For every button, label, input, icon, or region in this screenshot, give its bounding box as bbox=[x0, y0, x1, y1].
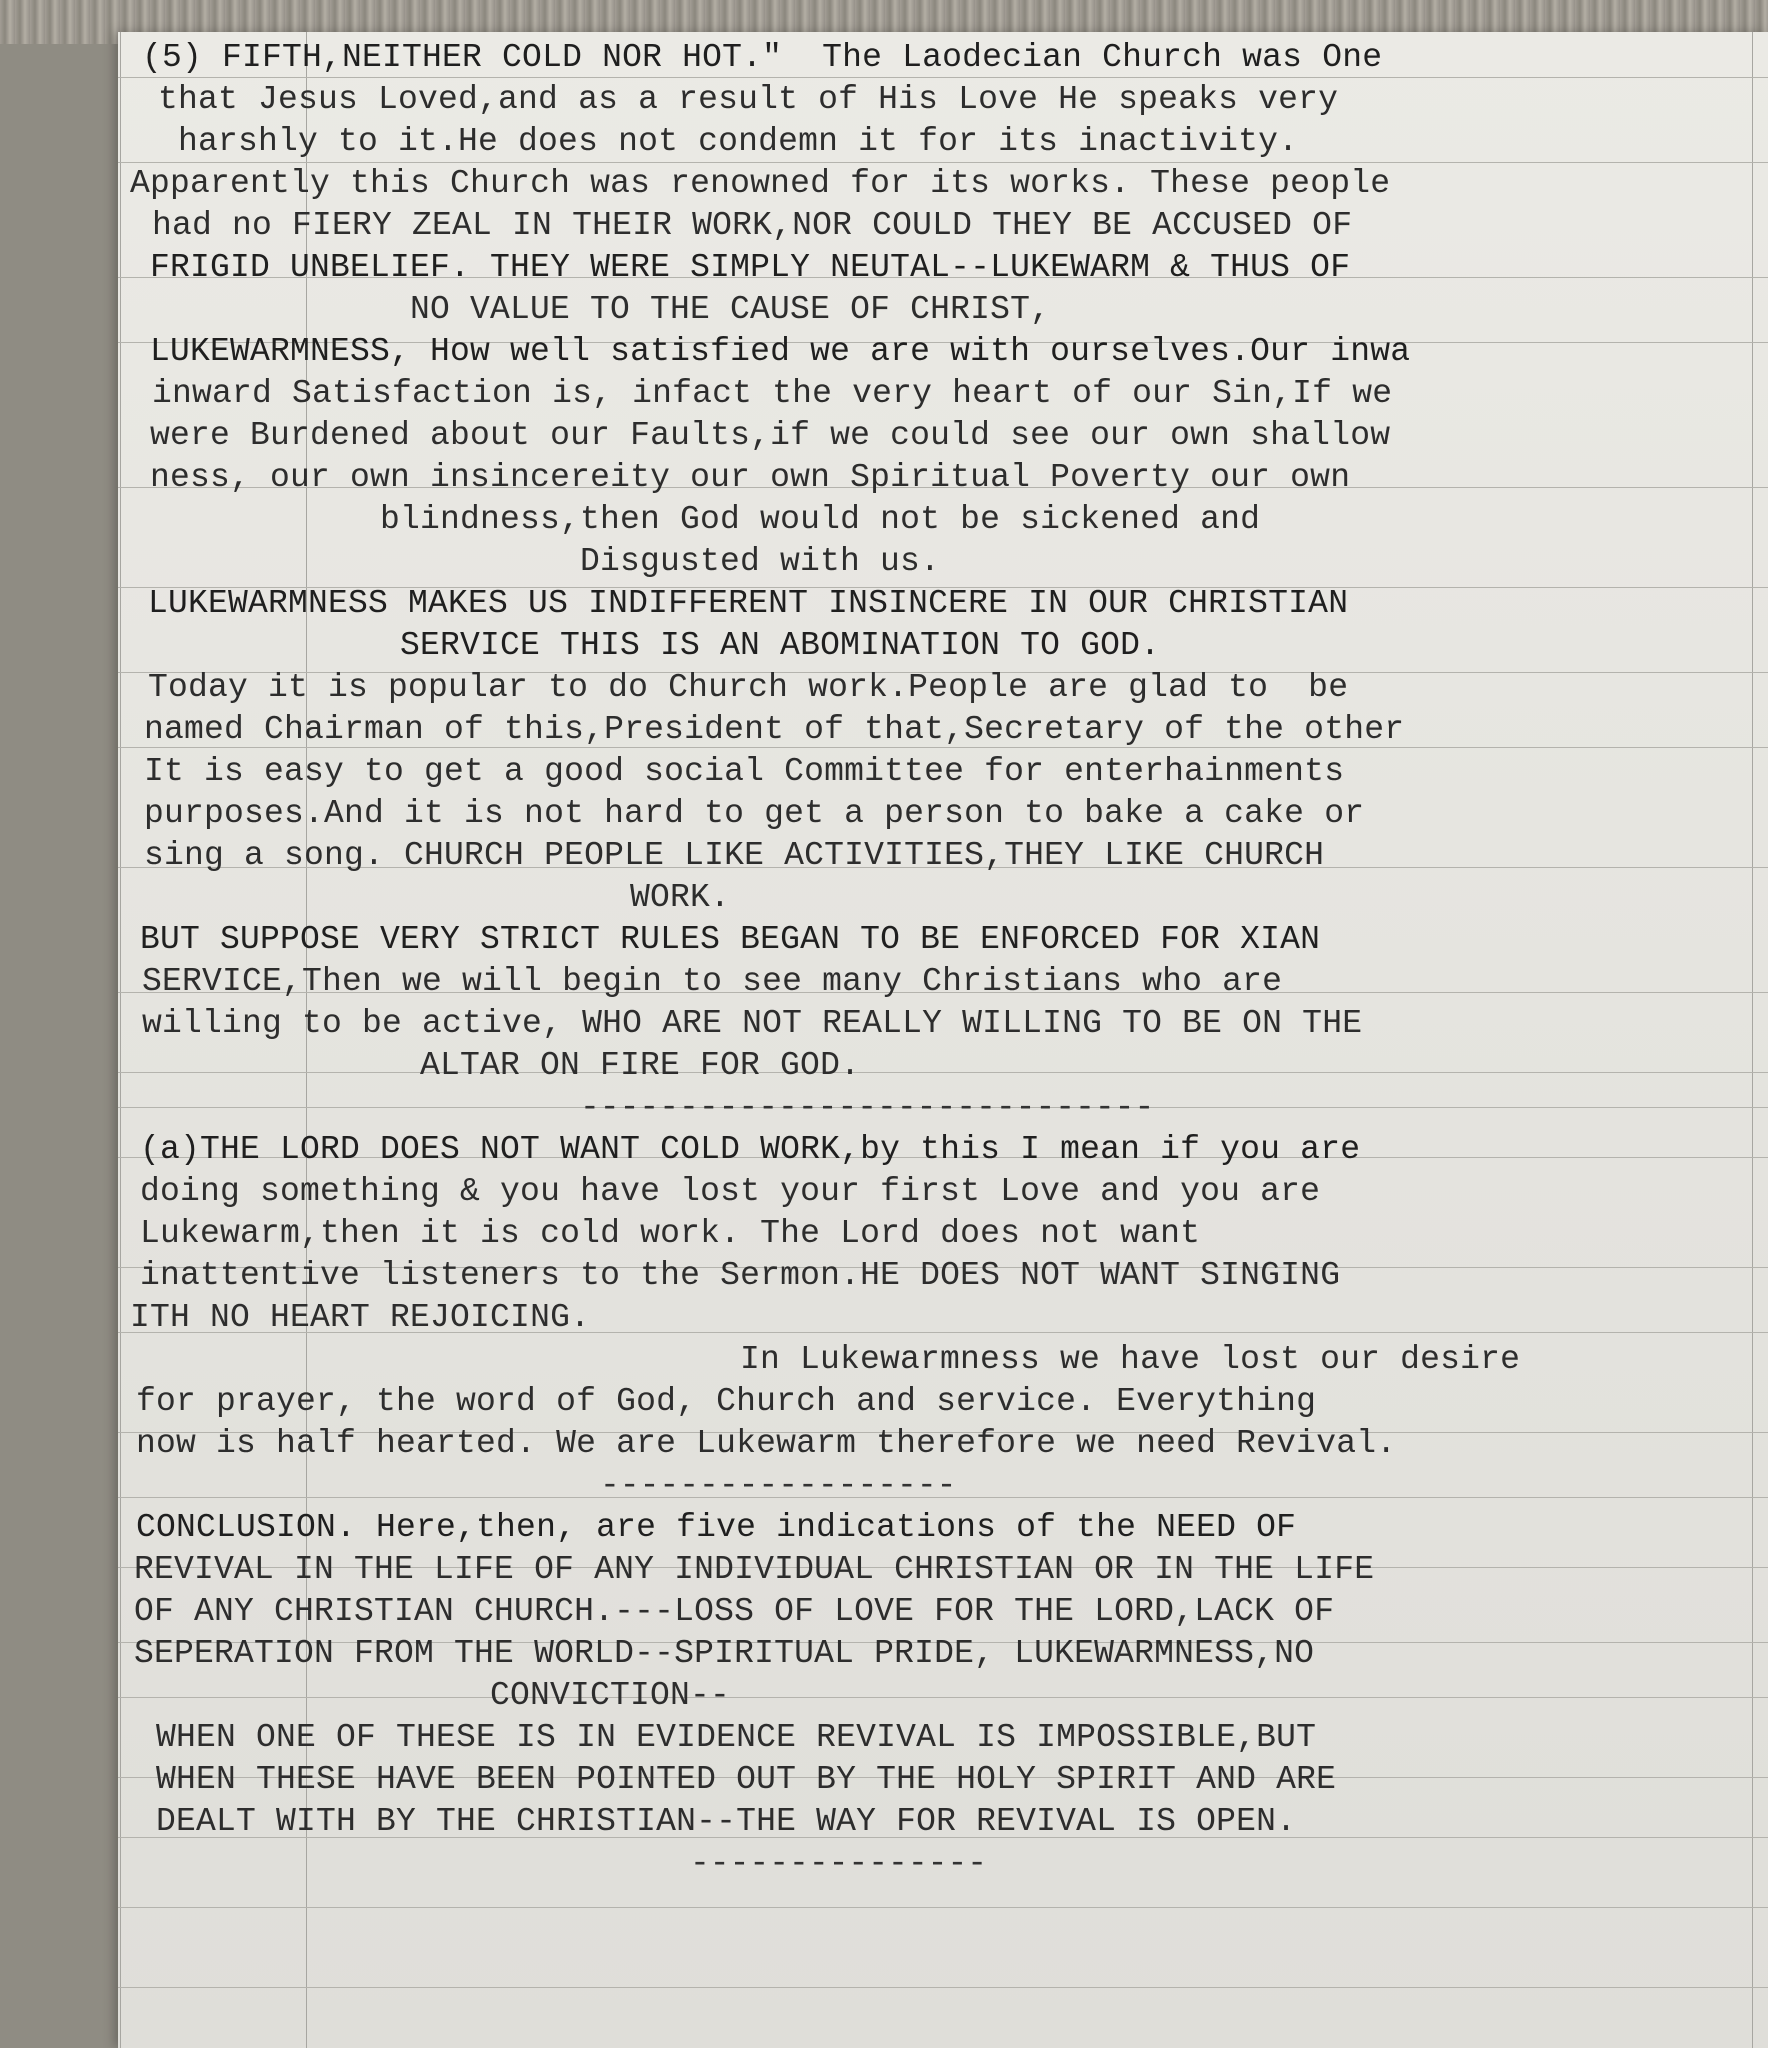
text-line: willing to be active, WHO ARE NOT REALLY WILLING TO BE ON THE bbox=[142, 1005, 1363, 1042]
text-line: now is half hearted. We are Lukewarm therefore we need Revival. bbox=[136, 1425, 1397, 1462]
text-line: WHEN ONE OF THESE IS IN EVIDENCE REVIVAL IS IMPOSSIBLE,BUT bbox=[156, 1719, 1317, 1756]
text-line-conclusion: CONCLUSION. Here,then, are five indications of the NEED OF bbox=[136, 1509, 1297, 1546]
section-divider: --------------- bbox=[690, 1845, 988, 1882]
text-line: purposes.And it is not hard to get a person to bake a cake or bbox=[144, 795, 1365, 832]
text-line: FRIGID UNBELIEF. THEY WERE SIMPLY NEUTAL--LUKEWARM & THUS OF bbox=[150, 249, 1351, 286]
text-line: ALTAR ON FIRE FOR GOD. bbox=[420, 1047, 861, 1084]
text-line: Disgusted with us. bbox=[580, 543, 941, 580]
text-line: It is easy to get a good social Committee for enterhainments bbox=[144, 753, 1345, 790]
text-line: were Burdened about our Faults,if we could see our own shallow bbox=[150, 417, 1391, 454]
text-line: OF ANY CHRISTIAN CHURCH.---LOSS OF LOVE FOR THE LORD,LACK OF bbox=[134, 1593, 1335, 1630]
text-line: LUKEWARMNESS, How well satisfied we are with ourselves.Our inwa bbox=[150, 333, 1411, 370]
text-line: WHEN THESE HAVE BEEN POINTED OUT BY THE HOLY SPIRIT AND ARE bbox=[156, 1761, 1337, 1798]
text-line: BUT SUPPOSE VERY STRICT RULES BEGAN TO BE ENFORCED FOR XIAN bbox=[140, 921, 1321, 958]
text-line: doing something & you have lost your first Love and you are bbox=[140, 1173, 1321, 1210]
text-line: for prayer, the word of God, Church and service. Everything bbox=[136, 1383, 1317, 1420]
text-line: sing a song. CHURCH PEOPLE LIKE ACTIVITIES,THEY LIKE CHURCH bbox=[144, 837, 1325, 874]
text-line-subheading: (a)THE LORD DOES NOT WANT COLD WORK,by this I mean if you are bbox=[140, 1131, 1361, 1168]
text-line: Apparently this Church was renowned for its works. These people bbox=[130, 165, 1391, 202]
text-line: had no FIERY ZEAL IN THEIR WORK,NOR COULD THEY BE ACCUSED OF bbox=[152, 207, 1353, 244]
section-divider: ------------------ bbox=[600, 1467, 957, 1504]
text-line: inward Satisfaction is, infact the very heart of our Sin,If we bbox=[152, 375, 1393, 412]
text-line: CONVICTION-- bbox=[490, 1677, 731, 1714]
text-line: Lukewarm,then it is cold work. The Lord does not want bbox=[140, 1215, 1201, 1252]
text-line: In Lukewarmness we have lost our desire bbox=[740, 1341, 1521, 1378]
text-line: Today it is popular to do Church work.People are glad to be bbox=[148, 669, 1349, 706]
text-line: inattentive listeners to the Sermon.HE DOES NOT WANT SINGING bbox=[140, 1257, 1341, 1294]
page-text bbox=[130, 32, 1760, 2032]
text-line: ness, our own insincereity our own Spiritual Poverty our own bbox=[150, 459, 1351, 496]
text-line: REVIVAL IN THE LIFE OF ANY INDIVIDUAL CHRISTIAN OR IN THE LIFE bbox=[134, 1551, 1375, 1588]
text-line: DEALT WITH BY THE CHRISTIAN--THE WAY FOR REVIVAL IS OPEN. bbox=[156, 1803, 1297, 1840]
text-line: named Chairman of this,President of that,Secretary of the other bbox=[144, 711, 1405, 748]
text-line: blindness,then God would not be sickened and bbox=[380, 501, 1261, 538]
text-line: WORK. bbox=[630, 879, 731, 916]
text-line: harshly to it.He does not condemn it for its inactivity. bbox=[178, 123, 1299, 160]
text-line-heading: (5) FIFTH,NEITHER COLD NOR HOT." The Laodecian Church was One bbox=[142, 39, 1383, 76]
text-line: LUKEWARMNESS MAKES US INDIFFERENT INSINCERE IN OUR CHRISTIAN bbox=[148, 585, 1349, 622]
text-line: ITH NO HEART REJOICING. bbox=[130, 1299, 591, 1336]
text-line: that Jesus Loved,and as a result of His Love He speaks very bbox=[158, 81, 1339, 118]
margin-line bbox=[120, 32, 121, 2048]
text-line: NO VALUE TO THE CAUSE OF CHRIST, bbox=[410, 291, 1051, 328]
text-line: SERVICE THIS IS AN ABOMINATION TO GOD. bbox=[400, 627, 1161, 664]
section-divider: ----------------------------- bbox=[580, 1089, 1155, 1126]
text-line: SEPERATION FROM THE WORLD--SPIRITUAL PRIDE, LUKEWARMNESS,NO bbox=[134, 1635, 1315, 1672]
text-line: SERVICE,Then we will begin to see many Christians who are bbox=[142, 963, 1283, 1000]
